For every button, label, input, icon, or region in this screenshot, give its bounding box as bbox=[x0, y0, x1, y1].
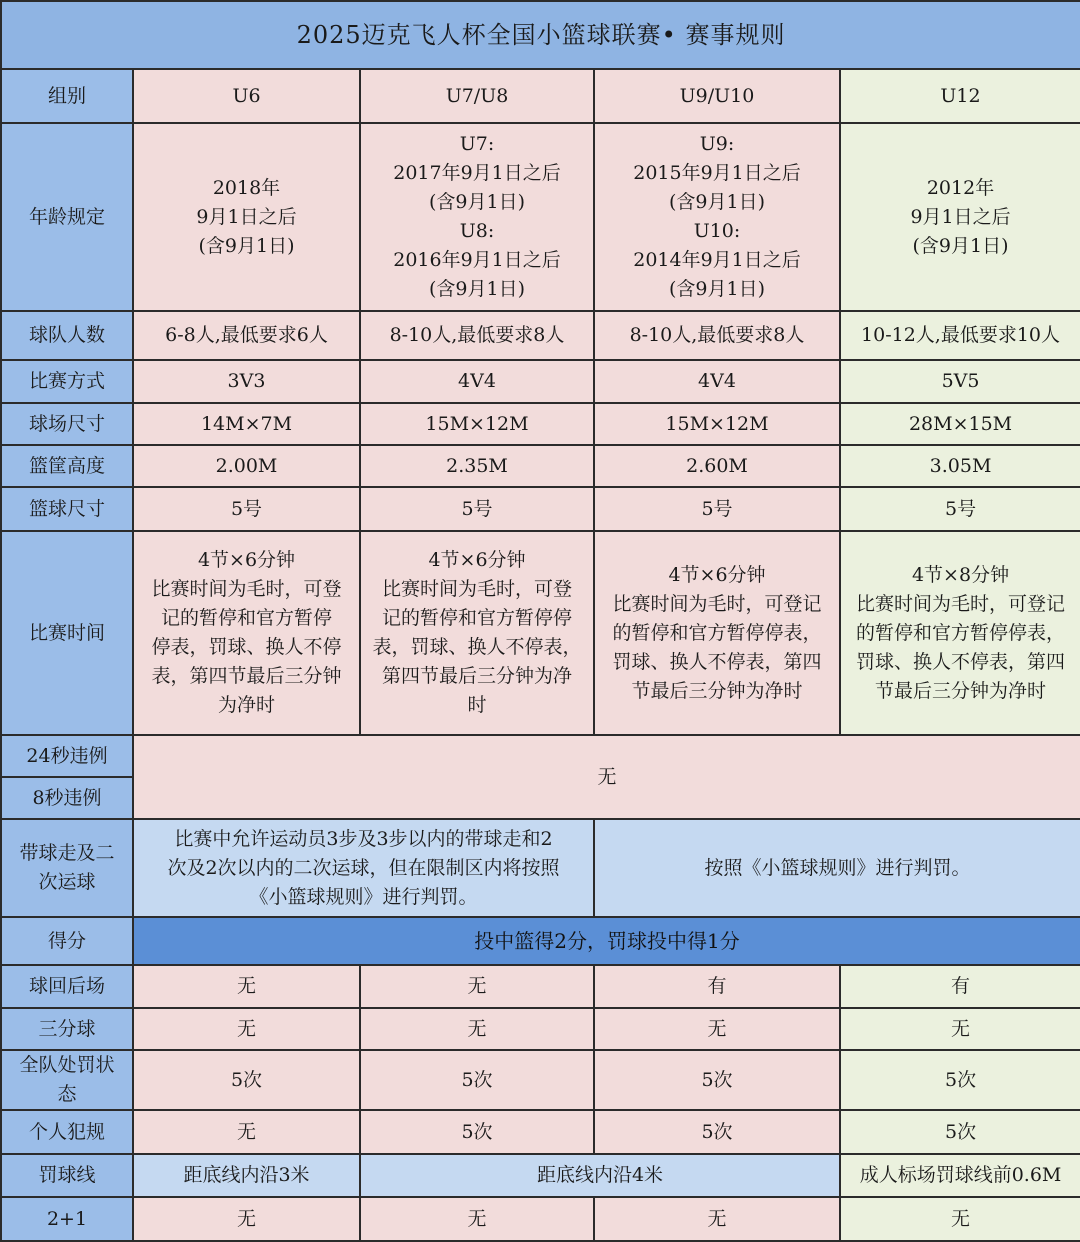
format-u12: 5V5 bbox=[840, 360, 1080, 403]
page-title: 2025迈克飞人杯全国小篮球联赛• 赛事规则 bbox=[1, 1, 1080, 69]
time-line: 节最后三分钟为净时 bbox=[875, 679, 1047, 702]
label-line: 全队处罚状 bbox=[19, 1054, 115, 1076]
backcourt-u12: 有 bbox=[840, 965, 1080, 1008]
time-line: 罚球、换人不停表，第四 bbox=[612, 650, 822, 673]
row-label-ft-line: 罚球线 bbox=[1, 1154, 133, 1197]
time-line: 4节×8分钟 bbox=[911, 563, 1010, 586]
time-u9-u10 bbox=[594, 531, 840, 735]
team-foul-u6: 5次 bbox=[133, 1050, 360, 1110]
team-foul-u7-u8: 5次 bbox=[360, 1050, 594, 1110]
ball-u7-u8: 5号 bbox=[360, 487, 594, 531]
hoop-u12: 3.05M bbox=[840, 445, 1080, 487]
three-u12: 无 bbox=[840, 1008, 1080, 1050]
score-value: 投中篮得2分，罚球投中得1分 bbox=[133, 917, 1080, 965]
ball-u12: 5号 bbox=[840, 487, 1080, 531]
ball-u9-u10: 5号 bbox=[594, 487, 840, 531]
format-u6: 3V3 bbox=[133, 360, 360, 403]
time-line: 表，第四节最后三分钟 bbox=[151, 665, 342, 687]
age-line: 2017年9月1日之后 bbox=[393, 162, 561, 184]
format-u9-u10: 4V4 bbox=[594, 360, 840, 403]
row-label-group: 组别 bbox=[1, 69, 133, 123]
row-label-24-sec: 24秒违例 bbox=[1, 735, 133, 777]
three-u9-u10: 无 bbox=[594, 1008, 840, 1050]
three-u7-u8: 无 bbox=[360, 1008, 594, 1050]
age-line: 2012年 bbox=[926, 176, 995, 199]
travel-line: 次及2次以内的二次运球，但在限制区内将按照 bbox=[167, 856, 560, 879]
age-u9-u10 bbox=[594, 123, 840, 311]
header-u9-u10: U9/U10 bbox=[594, 69, 840, 123]
row-label-team-foul bbox=[1, 1050, 133, 1110]
row-label-format: 比赛方式 bbox=[1, 360, 133, 403]
time-line: 罚球、换人不停表，第四 bbox=[856, 650, 1066, 673]
team-foul-u9-u10: 5次 bbox=[594, 1050, 840, 1110]
row-label-court: 球场尺寸 bbox=[1, 403, 133, 445]
time-line: 比赛时间为毛时，可登 bbox=[151, 578, 342, 600]
team-foul-u12: 5次 bbox=[840, 1050, 1080, 1110]
row-label-team-size: 球队人数 bbox=[1, 311, 133, 360]
format-u7-u8: 4V4 bbox=[360, 360, 594, 403]
header-u6: U6 bbox=[133, 69, 360, 123]
age-line: U7: bbox=[459, 133, 495, 155]
age-line: (含9月1日) bbox=[668, 278, 765, 300]
age-line: (含9月1日) bbox=[668, 191, 765, 213]
age-line: 2018年 bbox=[212, 176, 281, 199]
violation-value: 无 bbox=[133, 735, 1080, 819]
personal-foul-u7-u8: 5次 bbox=[360, 1110, 594, 1154]
travel-u6-u8 bbox=[133, 819, 594, 917]
time-line: 节最后三分钟为净时 bbox=[631, 679, 803, 702]
row-label-personal-foul: 个人犯规 bbox=[1, 1110, 133, 1154]
label-line: 态 bbox=[57, 1083, 77, 1105]
three-u6: 无 bbox=[133, 1008, 360, 1050]
row-label-three: 三分球 bbox=[1, 1008, 133, 1050]
time-line: 为净时 bbox=[217, 694, 275, 716]
court-u7-u8: 15M×12M bbox=[360, 403, 594, 445]
court-u9-u10: 15M×12M bbox=[594, 403, 840, 445]
row-label-ball: 篮球尺寸 bbox=[1, 487, 133, 531]
ft-line-u12: 成人标场罚球线前0.6M bbox=[840, 1154, 1080, 1197]
age-line: (含9月1日) bbox=[428, 191, 525, 213]
age-u6 bbox=[133, 123, 360, 311]
ball-u6: 5号 bbox=[133, 487, 360, 531]
personal-foul-u12: 5次 bbox=[840, 1110, 1080, 1154]
personal-foul-u6: 无 bbox=[133, 1110, 360, 1154]
personal-foul-u9-u10: 5次 bbox=[594, 1110, 840, 1154]
row-label-travel bbox=[1, 819, 133, 917]
age-line: (含9月1日) bbox=[428, 278, 525, 300]
header-u7-u8: U7/U8 bbox=[360, 69, 594, 123]
team-size-u9-u10: 8-10人,最低要求8人 bbox=[594, 311, 840, 360]
row-label-age: 年龄规定 bbox=[1, 123, 133, 311]
age-line: U9: bbox=[699, 133, 735, 155]
row-label-time: 比赛时间 bbox=[1, 531, 133, 735]
time-line: 比赛时间为毛时，可登记 bbox=[856, 592, 1066, 615]
row-label-8-sec: 8秒违例 bbox=[1, 777, 133, 819]
ft-line-u7-u10: 距底线内沿4米 bbox=[360, 1154, 840, 1197]
time-line: 比赛时间为毛时，可登 bbox=[381, 578, 572, 600]
time-line: 记的暂停和官方暂停停 bbox=[381, 607, 572, 629]
time-line: 的暂停和官方暂停停表， bbox=[856, 621, 1066, 644]
backcourt-u6: 无 bbox=[133, 965, 360, 1008]
age-line: 9月1日之后 bbox=[196, 205, 297, 228]
header-u12: U12 bbox=[840, 69, 1080, 123]
time-u12 bbox=[840, 531, 1080, 735]
and-one-u12: 无 bbox=[840, 1197, 1080, 1241]
time-line: 4节×6分钟 bbox=[668, 563, 766, 586]
court-u6: 14M×7M bbox=[133, 403, 360, 445]
backcourt-u9-u10: 有 bbox=[594, 965, 840, 1008]
age-line: U8: bbox=[459, 220, 495, 242]
travel-u9-u12: 按照《小篮球规则》进行判罚。 bbox=[594, 819, 1080, 917]
and-one-u9-u10: 无 bbox=[594, 1197, 840, 1241]
hoop-u7-u8: 2.35M bbox=[360, 445, 594, 487]
row-label-and-one: 2+1 bbox=[1, 1197, 133, 1241]
row-label-score: 得分 bbox=[1, 917, 133, 965]
travel-line: 《小篮球规则》进行判罚。 bbox=[249, 885, 478, 908]
time-line: 时 bbox=[467, 694, 487, 716]
time-line: 4节×6分钟 bbox=[428, 549, 526, 571]
and-one-u7-u8: 无 bbox=[360, 1197, 594, 1241]
travel-line: 比赛中允许运动员3步及3步以内的带球走和2 bbox=[174, 827, 553, 850]
time-line: 记的暂停和官方暂停 bbox=[160, 607, 332, 629]
age-line: (含9月1日) bbox=[198, 234, 295, 257]
hoop-u9-u10: 2.60M bbox=[594, 445, 840, 487]
age-line: 2016年9月1日之后 bbox=[393, 249, 561, 271]
age-u12 bbox=[840, 123, 1080, 311]
age-line: 2014年9月1日之后 bbox=[633, 249, 801, 271]
age-line: 9月1日之后 bbox=[910, 205, 1011, 228]
court-u12: 28M×15M bbox=[840, 403, 1080, 445]
age-u7-u8 bbox=[360, 123, 594, 311]
team-size-u12: 10-12人,最低要求10人 bbox=[840, 311, 1080, 360]
backcourt-u7-u8: 无 bbox=[360, 965, 594, 1008]
time-u7-u8 bbox=[360, 531, 594, 735]
time-line: 的暂停和官方暂停停表， bbox=[612, 621, 822, 644]
and-one-u6: 无 bbox=[133, 1197, 360, 1241]
hoop-u6: 2.00M bbox=[133, 445, 360, 487]
age-line: (含9月1日) bbox=[912, 234, 1009, 257]
team-size-u6: 6-8人,最低要求6人 bbox=[133, 311, 360, 360]
time-line: 比赛时间为毛时，可登记 bbox=[612, 592, 822, 615]
row-label-backcourt: 球回后场 bbox=[1, 965, 133, 1008]
team-size-u7-u8: 8-10人,最低要求8人 bbox=[360, 311, 594, 360]
label-line: 带球走及二 bbox=[19, 842, 115, 864]
time-u6 bbox=[133, 531, 360, 735]
time-line: 第四节最后三分钟为净 bbox=[381, 665, 572, 687]
time-line: 停表，罚球、换人不停 bbox=[151, 636, 342, 658]
time-line: 4节×6分钟 bbox=[197, 549, 296, 571]
age-line: U10: bbox=[693, 220, 741, 242]
label-line: 次运球 bbox=[38, 871, 96, 893]
time-line: 表，罚球、换人不停表， bbox=[372, 636, 582, 658]
row-label-hoop: 篮筐高度 bbox=[1, 445, 133, 487]
age-line: 2015年9月1日之后 bbox=[633, 162, 801, 184]
ft-line-u6: 距底线内沿3米 bbox=[133, 1154, 360, 1197]
